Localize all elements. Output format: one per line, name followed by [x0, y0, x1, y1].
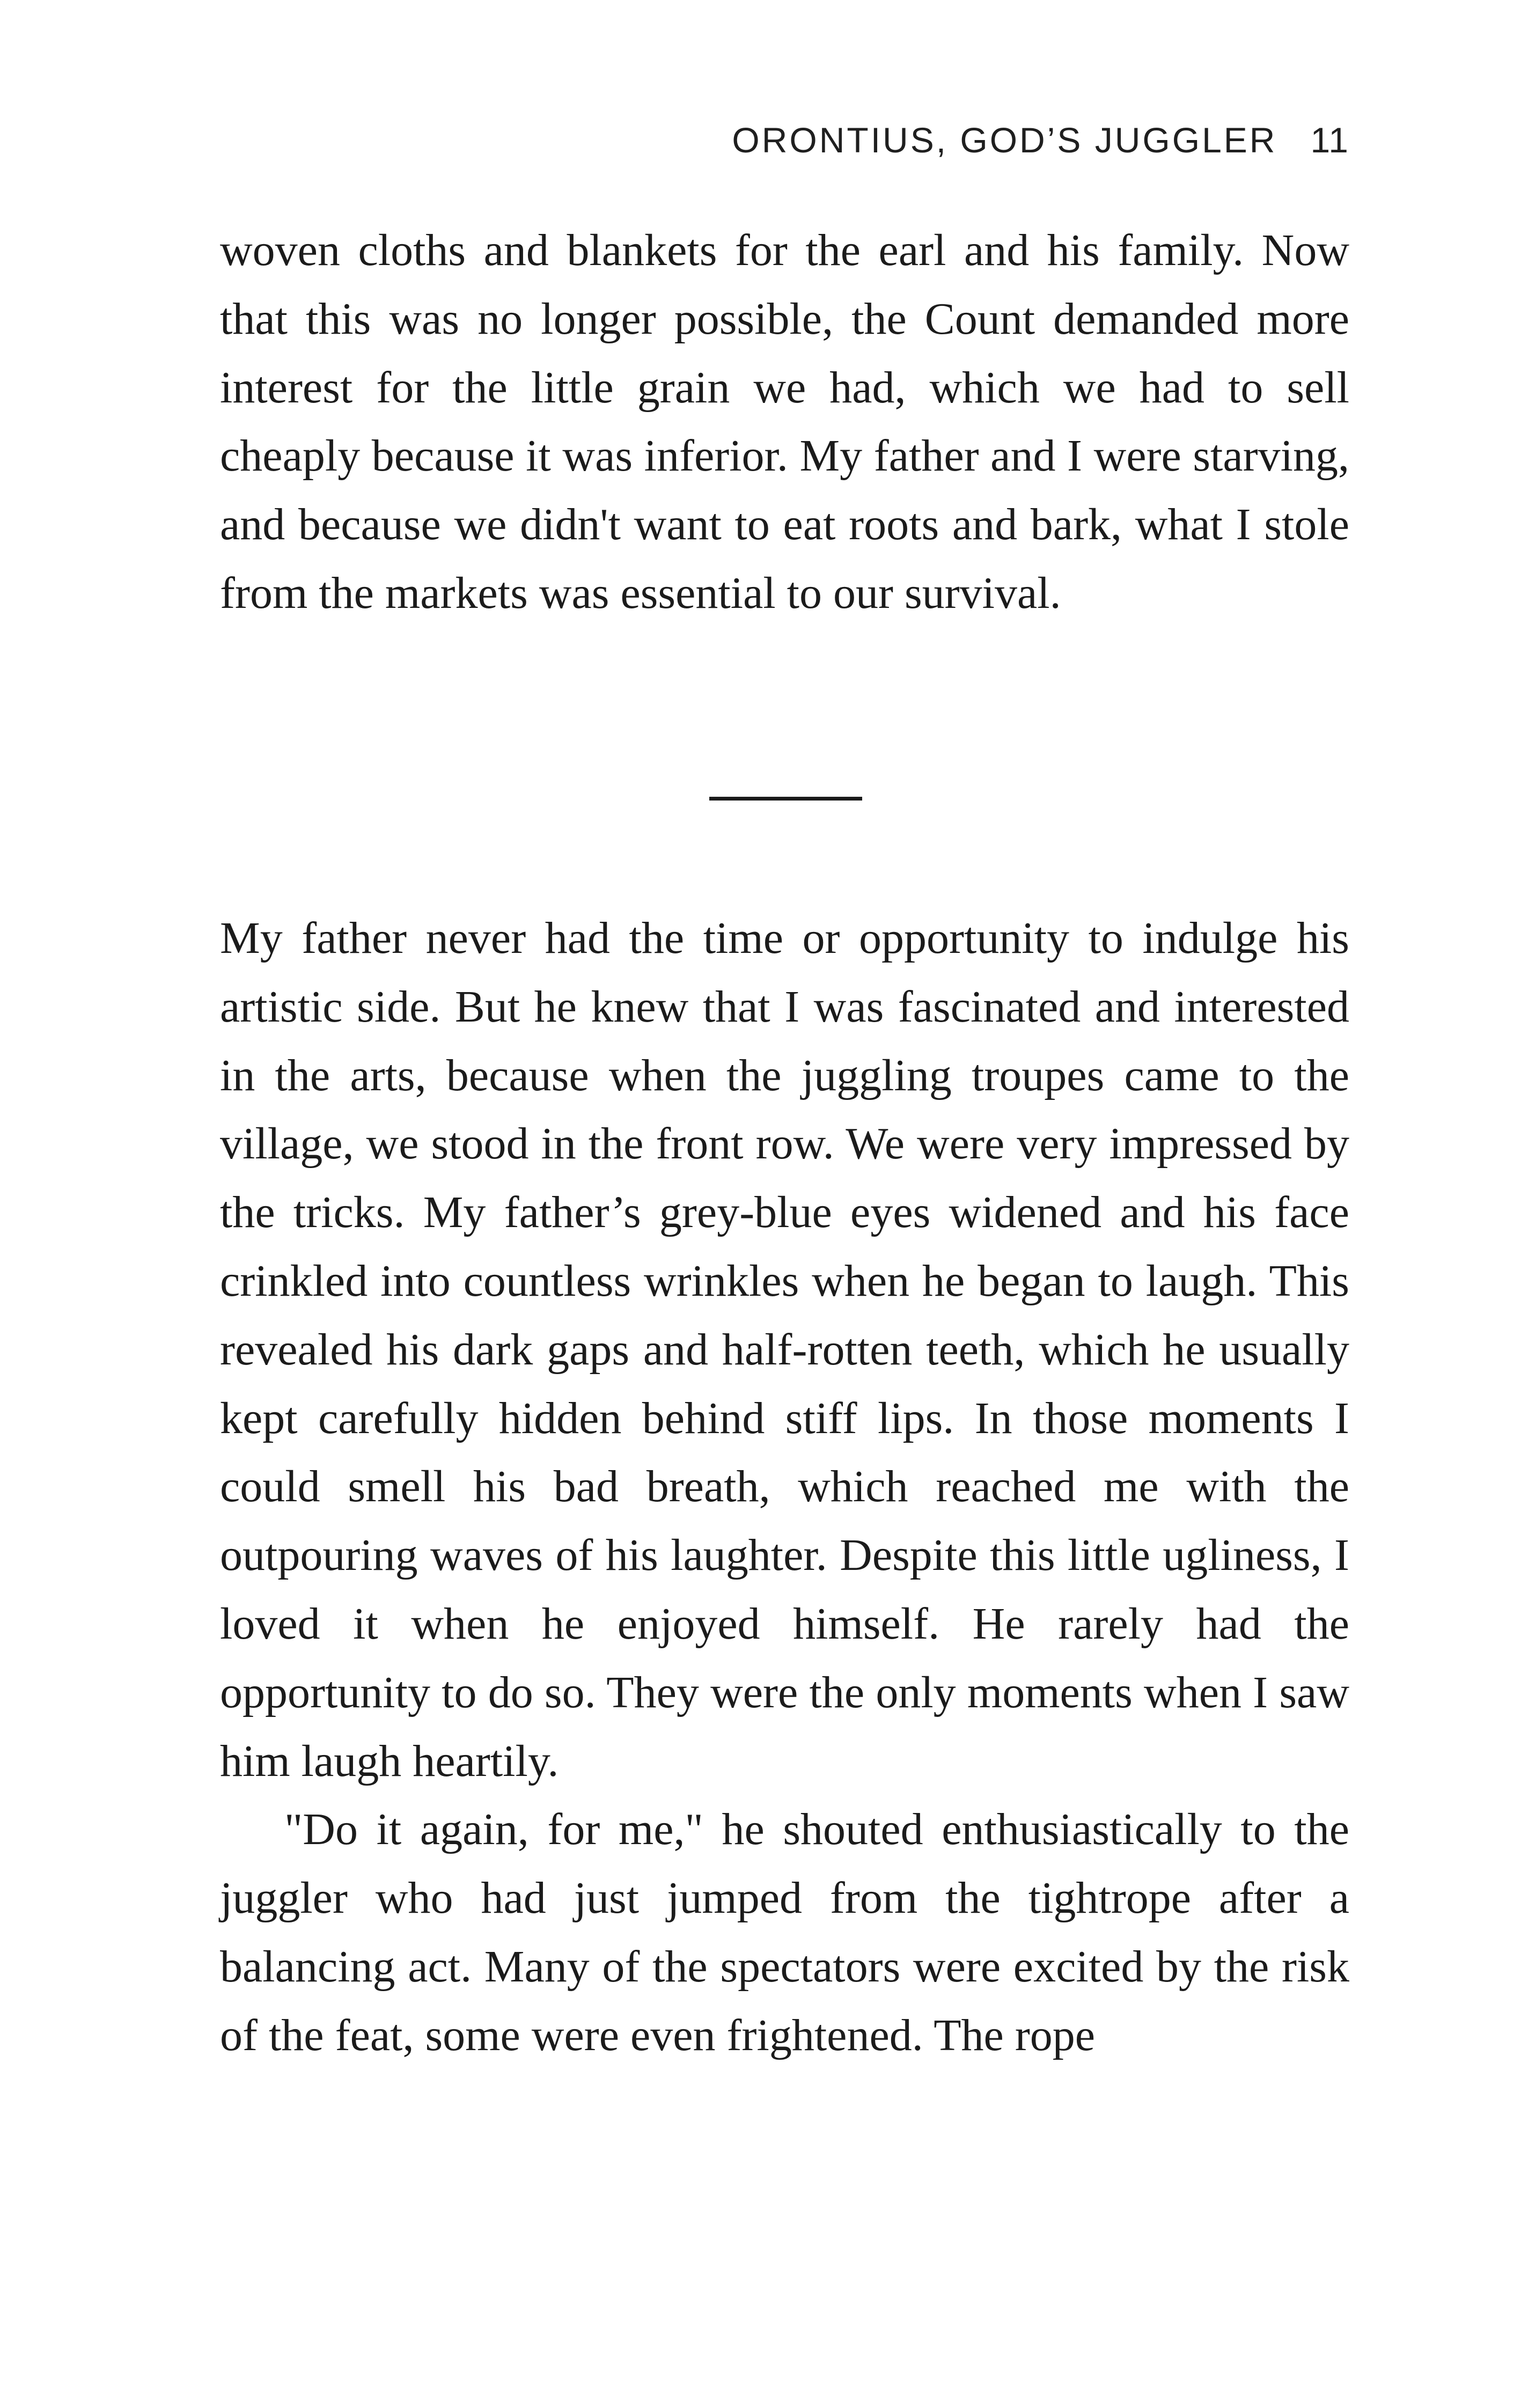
paragraph-continuation: woven cloths and blankets for the earl and his family. Now that this was no longer possible, the Count demanded more interest for the little grain we had, which we had to sell cheaply because it was inferior. My father and I were starving, and because we didn't want to eat roots and bark, what I stole from the markets was essential to our survival.: [220, 225, 1349, 618]
paragraph-father: My father never had the time or opportunity to indulge his artistic side. But he knew that I was fascinated and interested in the arts, because when the juggling troupes came to the village, we stood in the front row. We were very impressed by the tricks. My father’s grey-blue eyes widened and his face crinkled into countless wrinkles when he began to laugh. This revealed his dark gaps and half-rotten teeth, which he usually kept carefully hidden behind stiff lips. In those moments I could smell his bad breath, which reached me with the outpouring waves of his laughter. Despite this little ugliness, I loved it when he enjoyed himself. He rarely had the opportunity to do so. They were the only moments when I saw him laugh heartily.: [220, 913, 1349, 1786]
paragraph-dialogue: "Do it again, for me," he shouted enthusiastically to the juggler who had just jumped from the tightrope after a balancing act. Many of the spectators were excited by the risk of the feat, some were even frightened. The rope: [220, 1804, 1349, 2060]
running-header: [732, 122, 1349, 158]
text-block-top: [220, 216, 1349, 628]
page-number: 11: [1310, 120, 1349, 160]
scene-break-rule: [709, 797, 862, 801]
text-block-bottom: [220, 904, 1349, 2070]
running-title: ORONTIUS, GOD’S JUGGLER: [732, 120, 1277, 160]
